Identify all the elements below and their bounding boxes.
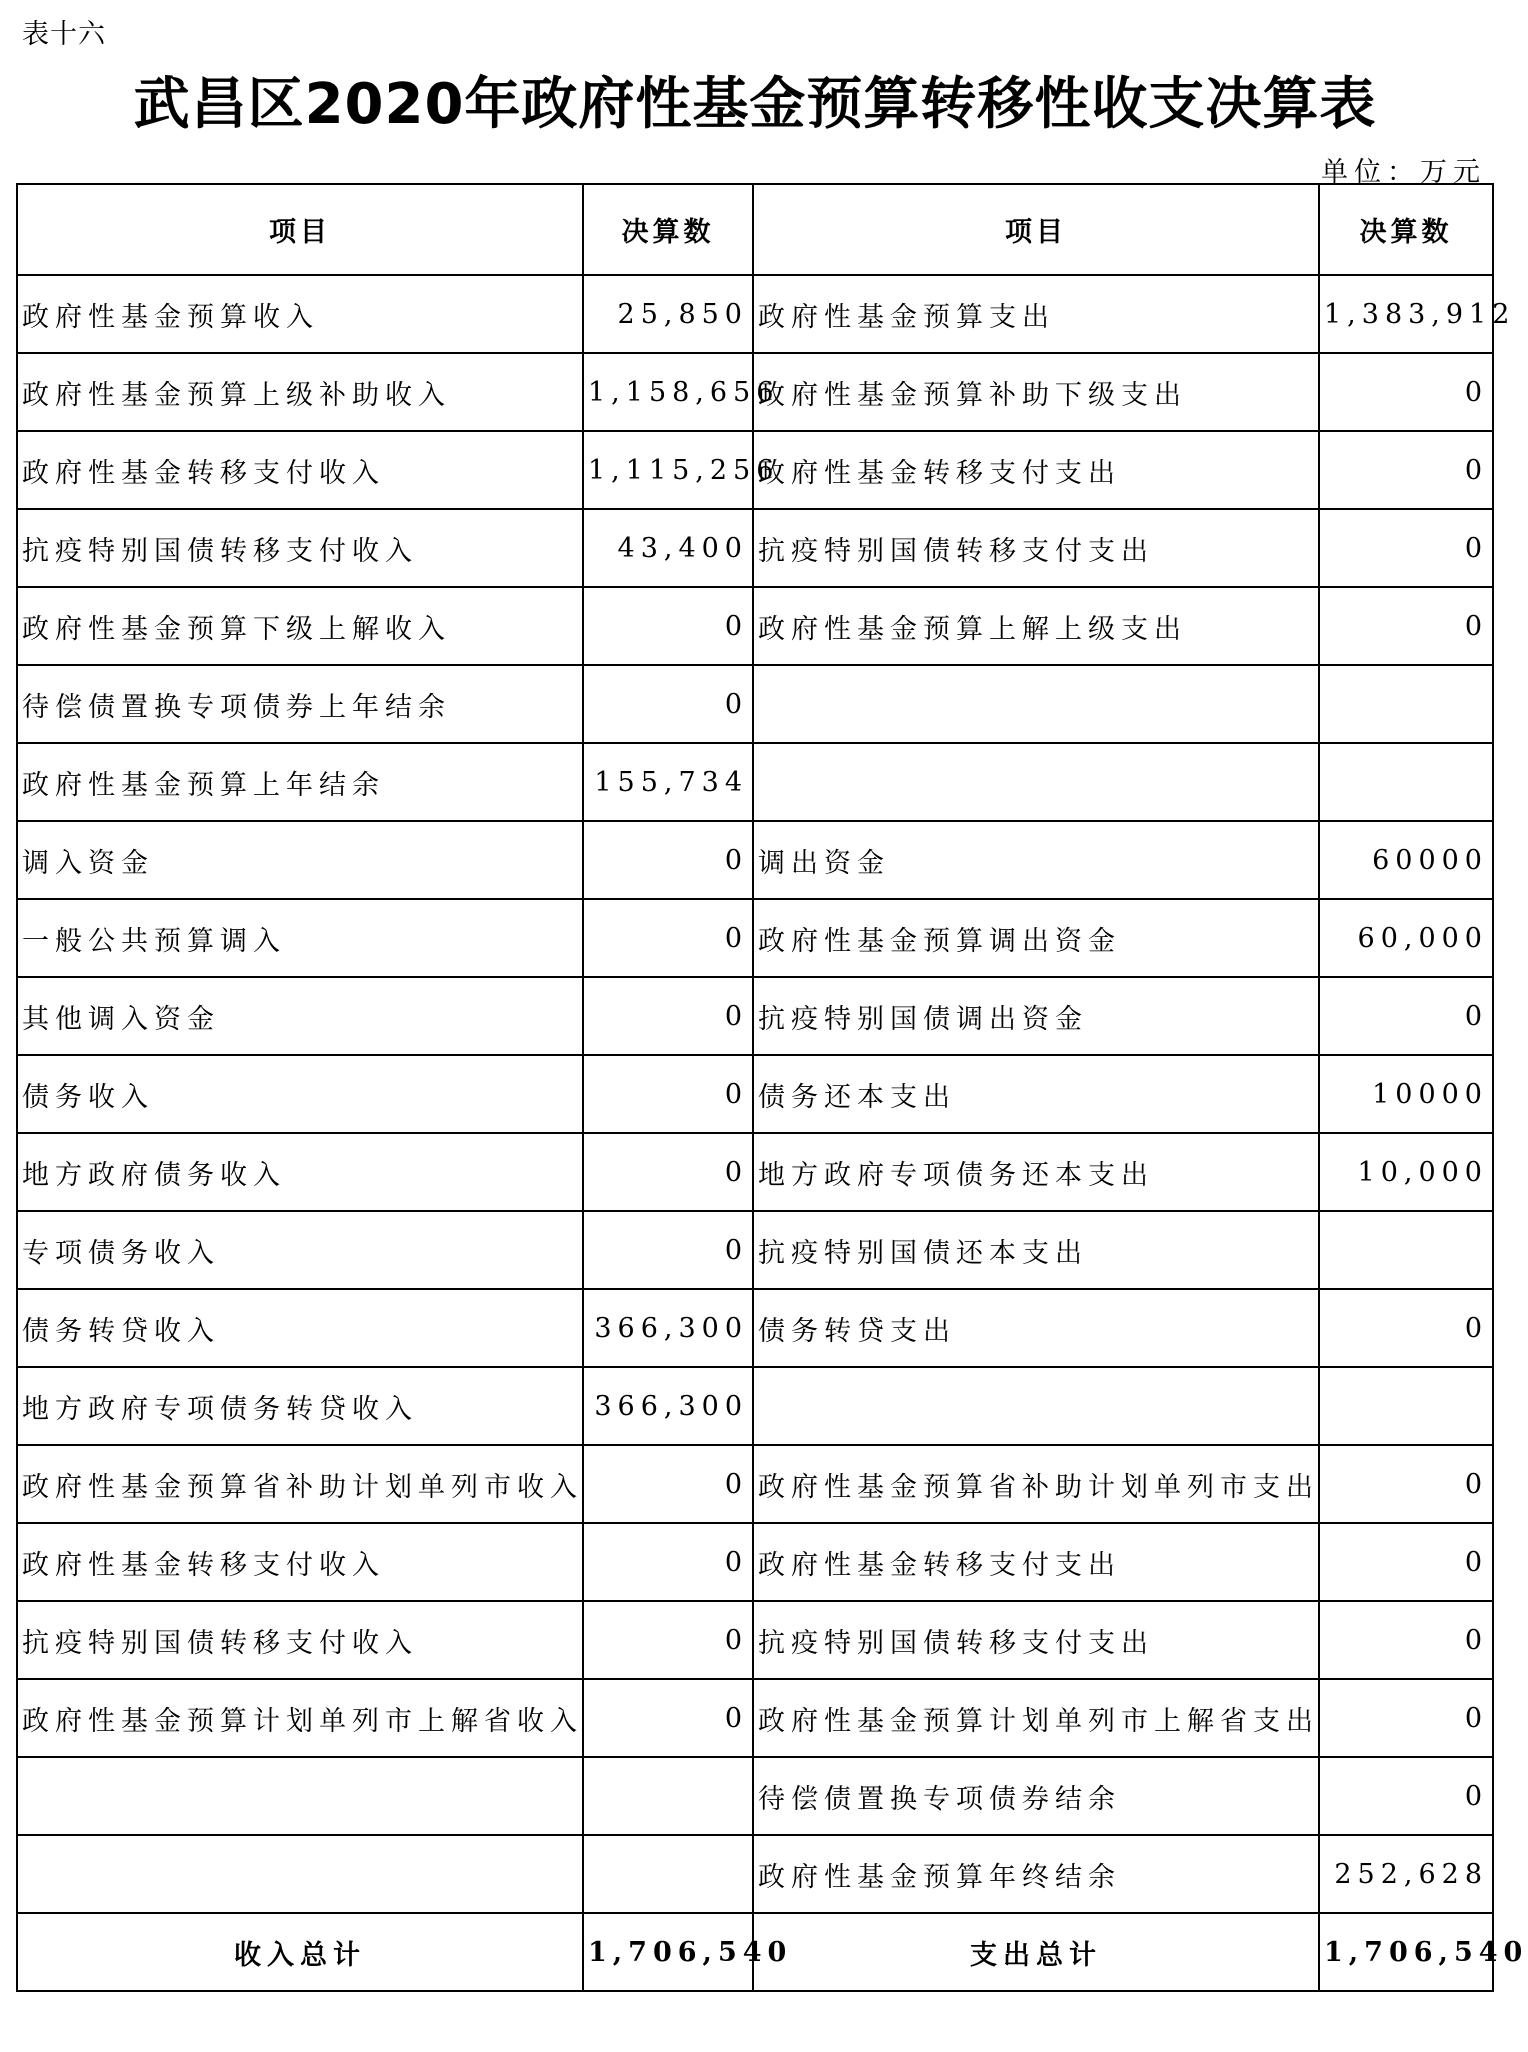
table-row bbox=[17, 509, 1493, 587]
income-amount: 0 bbox=[583, 1055, 753, 1133]
expense-item: 政府性基金转移支付支出 bbox=[753, 431, 1319, 509]
income-amount: 0 bbox=[583, 977, 753, 1055]
expense-item: 政府性基金预算上解上级支出 bbox=[753, 587, 1319, 665]
expense-amount: 0 bbox=[1319, 509, 1493, 587]
table-row bbox=[17, 275, 1493, 353]
budget-table bbox=[16, 183, 1528, 1992]
income-amount: 0 bbox=[583, 1211, 753, 1289]
expense-item bbox=[753, 665, 1319, 743]
expense-amount: 0 bbox=[1319, 431, 1493, 509]
table-row bbox=[17, 1757, 1493, 1835]
income-item bbox=[17, 1757, 583, 1835]
expense-item: 抗疫特别国债转移支付支出 bbox=[753, 1601, 1319, 1679]
income-item: 政府性基金预算下级上解收入 bbox=[17, 587, 583, 665]
income-amount: 0 bbox=[583, 587, 753, 665]
expense-item bbox=[753, 743, 1319, 821]
income-total-amount: 1,706,540 bbox=[583, 1913, 753, 1991]
expense-item: 政府性基金预算支出 bbox=[753, 275, 1319, 353]
table-row bbox=[17, 899, 1493, 977]
income-item: 政府性基金预算收入 bbox=[17, 275, 583, 353]
table-row bbox=[17, 665, 1493, 743]
income-amount: 0 bbox=[583, 1679, 753, 1757]
income-amount: 366,300 bbox=[583, 1289, 753, 1367]
income-amount: 366,300 bbox=[583, 1367, 753, 1445]
expense-item: 调出资金 bbox=[753, 821, 1319, 899]
income-item: 地方政府债务收入 bbox=[17, 1133, 583, 1211]
income-item: 政府性基金转移支付收入 bbox=[17, 431, 583, 509]
expense-amount: 0 bbox=[1319, 1679, 1493, 1757]
income-amount: 0 bbox=[583, 1133, 753, 1211]
income-item: 政府性基金转移支付收入 bbox=[17, 1523, 583, 1601]
expense-item: 抗疫特别国债调出资金 bbox=[753, 977, 1319, 1055]
income-item: 地方政府专项债务转贷收入 bbox=[17, 1367, 583, 1445]
expense-item: 债务还本支出 bbox=[753, 1055, 1319, 1133]
expense-item bbox=[753, 1367, 1319, 1445]
table-row bbox=[17, 977, 1493, 1055]
income-item: 一般公共预算调入 bbox=[17, 899, 583, 977]
income-item: 政府性基金预算上级补助收入 bbox=[17, 353, 583, 431]
expense-total-label: 支出总计 bbox=[753, 1913, 1319, 1991]
expense-amount: 252,628 bbox=[1319, 1835, 1493, 1913]
expense-item: 政府性基金预算补助下级支出 bbox=[753, 353, 1319, 431]
income-amount: 0 bbox=[583, 1523, 753, 1601]
table-row bbox=[17, 431, 1493, 509]
expense-item: 政府性基金预算计划单列市上解省支出 bbox=[753, 1679, 1319, 1757]
income-amount bbox=[583, 1757, 753, 1835]
income-item: 政府性基金预算省补助计划单列市收入 bbox=[17, 1445, 583, 1523]
expense-item: 政府性基金转移支付支出 bbox=[753, 1523, 1319, 1601]
header-row bbox=[17, 184, 1493, 275]
table-row bbox=[17, 1835, 1493, 1913]
table-row bbox=[17, 353, 1493, 431]
table-row bbox=[17, 1523, 1493, 1601]
income-amount: 0 bbox=[583, 821, 753, 899]
table-row bbox=[17, 1367, 1493, 1445]
expense-item: 政府性基金预算省补助计划单列市支出 bbox=[753, 1445, 1319, 1523]
income-amount bbox=[583, 1835, 753, 1913]
expense-amount: 0 bbox=[1319, 1445, 1493, 1523]
income-amount: 43,400 bbox=[583, 509, 753, 587]
income-amount: 0 bbox=[583, 1445, 753, 1523]
expense-total-amount: 1,706,540 bbox=[1319, 1913, 1493, 1991]
table-row bbox=[17, 1679, 1493, 1757]
header-right-item: 项目 bbox=[753, 184, 1319, 275]
income-item bbox=[17, 1835, 583, 1913]
expense-amount: 1,383,912 bbox=[1319, 275, 1493, 353]
expense-amount: 0 bbox=[1319, 977, 1493, 1055]
expense-amount bbox=[1319, 1367, 1493, 1445]
table-number-label: 表十六 bbox=[22, 19, 106, 50]
income-amount: 0 bbox=[583, 899, 753, 977]
header-left-item: 项目 bbox=[17, 184, 583, 275]
income-amount: 1,158,656 bbox=[583, 353, 753, 431]
unit-label: 单位：万元 bbox=[1321, 157, 1486, 188]
expense-amount: 0 bbox=[1319, 587, 1493, 665]
expense-item: 抗疫特别国债还本支出 bbox=[753, 1211, 1319, 1289]
table-row bbox=[17, 1445, 1493, 1523]
header-right-amount: 决算数 bbox=[1319, 184, 1493, 275]
income-item: 政府性基金预算上年结余 bbox=[17, 743, 583, 821]
page-title: 武昌区2020年政府性基金预算转移性收支决算表 bbox=[133, 72, 1377, 137]
expense-amount: 10000 bbox=[1319, 1055, 1493, 1133]
expense-amount: 0 bbox=[1319, 353, 1493, 431]
income-item: 债务收入 bbox=[17, 1055, 583, 1133]
expense-item: 地方政府专项债务还本支出 bbox=[753, 1133, 1319, 1211]
expense-amount: 0 bbox=[1319, 1523, 1493, 1601]
expense-amount bbox=[1319, 1211, 1493, 1289]
expense-amount: 0 bbox=[1319, 1757, 1493, 1835]
expense-item: 政府性基金预算年终结余 bbox=[753, 1835, 1319, 1913]
income-item: 政府性基金预算计划单列市上解省收入 bbox=[17, 1679, 583, 1757]
table-row bbox=[17, 1289, 1493, 1367]
income-item: 抗疫特别国债转移支付收入 bbox=[17, 1601, 583, 1679]
income-item: 其他调入资金 bbox=[17, 977, 583, 1055]
table-row bbox=[17, 1055, 1493, 1133]
expense-item: 债务转贷支出 bbox=[753, 1289, 1319, 1367]
expense-amount: 60000 bbox=[1319, 821, 1493, 899]
income-item: 待偿债置换专项债券上年结余 bbox=[17, 665, 583, 743]
expense-item: 政府性基金预算调出资金 bbox=[753, 899, 1319, 977]
table-row bbox=[17, 821, 1493, 899]
table-row bbox=[17, 1601, 1493, 1679]
income-amount: 25,850 bbox=[583, 275, 753, 353]
income-amount: 155,734 bbox=[583, 743, 753, 821]
expense-item: 抗疫特别国债转移支付支出 bbox=[753, 509, 1319, 587]
table-row bbox=[17, 1211, 1493, 1289]
expense-amount: 10,000 bbox=[1319, 1133, 1493, 1211]
income-amount: 0 bbox=[583, 665, 753, 743]
income-total-label: 收入总计 bbox=[17, 1913, 583, 1991]
income-item: 调入资金 bbox=[17, 821, 583, 899]
expense-amount: 60,000 bbox=[1319, 899, 1493, 977]
income-item: 专项债务收入 bbox=[17, 1211, 583, 1289]
expense-amount bbox=[1319, 665, 1493, 743]
table-row bbox=[17, 1133, 1493, 1211]
income-item: 抗疫特别国债转移支付收入 bbox=[17, 509, 583, 587]
income-amount: 1,115,256 bbox=[583, 431, 753, 509]
expense-amount: 0 bbox=[1319, 1601, 1493, 1679]
expense-amount: 0 bbox=[1319, 1289, 1493, 1367]
header-left-amount: 决算数 bbox=[583, 184, 753, 275]
expense-item: 待偿债置换专项债券结余 bbox=[753, 1757, 1319, 1835]
table-row bbox=[17, 587, 1493, 665]
total-row bbox=[17, 1913, 1493, 1991]
table-row bbox=[17, 743, 1493, 821]
income-amount: 0 bbox=[583, 1601, 753, 1679]
expense-amount bbox=[1319, 743, 1493, 821]
income-item: 债务转贷收入 bbox=[17, 1289, 583, 1367]
